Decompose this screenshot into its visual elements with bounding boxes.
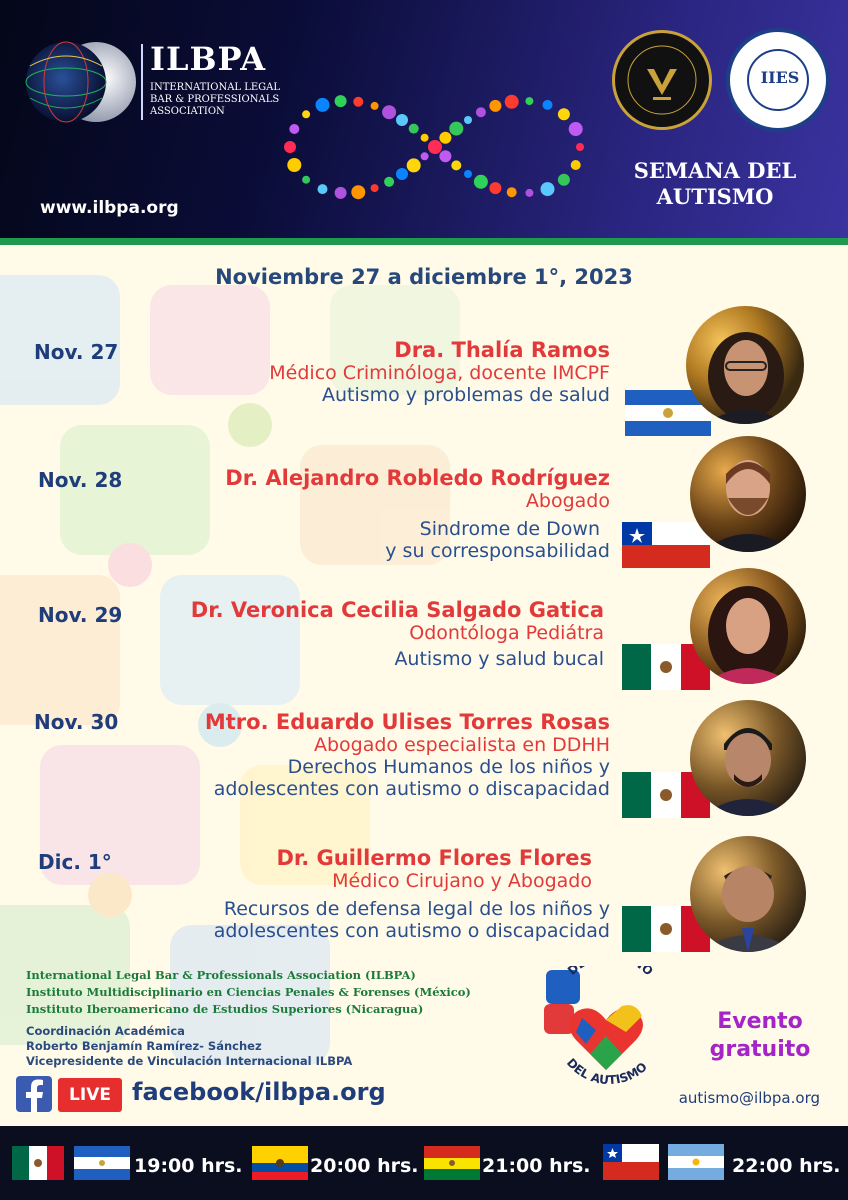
chile-flag — [622, 522, 710, 568]
session-topic: Autismo y problemas de salud — [321, 384, 610, 406]
infinity-dot — [449, 122, 463, 136]
infinity-dot — [541, 182, 555, 196]
session-topic: Derechos Humanos de los niños y — [287, 756, 610, 778]
org-title: ILBPA — [150, 40, 267, 78]
session-block — [50, 466, 610, 562]
person-icon — [690, 568, 806, 684]
infinity-dot — [525, 97, 533, 105]
argentina-flag — [668, 1144, 724, 1180]
session-topic: adolescentes con autismo o discapacidad — [213, 920, 610, 942]
session-date: Nov. 28 — [38, 468, 123, 492]
infinity-dot — [474, 175, 488, 189]
session-topic-block — [30, 898, 610, 942]
infinity-dot — [576, 143, 584, 151]
coordination-line: Coordinación Académica — [26, 1024, 185, 1038]
institution-line: Instituto Multidisciplinario en Ciencias Penales & Forenses (México) — [26, 985, 471, 999]
speaker-role: Médico Criminóloga, docente IMCPF — [269, 362, 610, 384]
coordination-line: Roberto Benjamín Ramírez- Sánchez — [26, 1039, 262, 1053]
live-badge[interactable]: LIVE — [58, 1078, 122, 1112]
chile-flag — [603, 1144, 659, 1180]
infinity-dot — [335, 95, 347, 107]
facebook-link[interactable]: facebook/ilbpa.org — [132, 1078, 386, 1106]
infinity-dot — [543, 100, 553, 110]
speaker-role: Médico Cirujano y Abogado — [332, 870, 592, 892]
person-icon — [690, 436, 806, 552]
infinity-dot — [505, 95, 519, 109]
infinity-dot — [558, 174, 570, 186]
infinity-dot — [284, 141, 296, 153]
iies-seal — [726, 28, 830, 132]
event-title: SEMANA DEL AUTISMO — [633, 158, 797, 209]
infinity-dot — [507, 187, 517, 197]
session-topic: Autismo y salud bucal — [394, 648, 604, 670]
speaker-role: Odontóloga Pediátra — [409, 622, 604, 644]
speaker-photo — [690, 836, 806, 952]
header-divider — [0, 238, 848, 245]
infinity-dot — [318, 184, 328, 194]
session-date: Dic. 1° — [38, 850, 112, 874]
session-date: Nov. 27 — [34, 340, 119, 364]
contact-email[interactable]: autismo@ilbpa.org — [678, 1089, 820, 1107]
facebook-icon[interactable] — [16, 1076, 52, 1112]
speaker-name: Mtro. Eduardo Ulises Torres Rosas — [204, 710, 610, 734]
session-block — [32, 846, 592, 892]
session-date: Nov. 29 — [38, 603, 123, 627]
speaker-name: Dra. Thalía Ramos — [394, 338, 610, 362]
infinity-dot — [569, 122, 583, 136]
infinity-dot — [384, 177, 394, 187]
speaker-name: Dr. Guillermo Flores Flores — [276, 846, 592, 870]
session-topic: Sindrome de Down — [419, 518, 600, 540]
speaker-photo — [690, 436, 806, 552]
iies-seal-abbr: IIES — [760, 68, 800, 87]
infinity-dot — [571, 160, 581, 170]
bolivia-flag — [424, 1146, 480, 1180]
time-label: 22:00 hrs. — [732, 1155, 841, 1177]
infinity-dot — [464, 116, 472, 124]
mexico-flag — [12, 1146, 64, 1180]
infinity-dot — [489, 182, 501, 194]
infinity-dots-graphic — [270, 85, 600, 215]
speaker-photo — [686, 306, 804, 424]
infinity-dot — [430, 142, 440, 152]
imcpf-seal — [612, 30, 712, 130]
logo-text-top: D O — [564, 966, 656, 979]
institution-line: Instituto Iberoamericano de Estudios Superiores (Nicaragua) — [26, 1002, 424, 1016]
speaker-name: Dr. Veronica Cecilia Salgado Gatica — [190, 598, 604, 622]
infinity-dot — [302, 110, 310, 118]
infinity-dot — [409, 124, 419, 134]
website-link[interactable]: www.ilbpa.org — [40, 198, 179, 218]
speaker-name: Dr. Alejandro Robledo Rodríguez — [225, 466, 610, 490]
logo-divider — [141, 44, 143, 120]
ecuador-flag — [252, 1146, 308, 1180]
org-subtitle: INTERNATIONAL LEGAL BAR & PROFESSIONALS ASSOCIATION — [150, 82, 281, 117]
puzzle-heart-icon — [540, 966, 672, 1084]
infinity-dot — [353, 97, 363, 107]
speaker-role: Abogado — [525, 490, 610, 512]
session-block — [44, 598, 604, 670]
session-date: Nov. 30 — [34, 710, 119, 734]
speaker-photo — [690, 568, 806, 684]
globe-logo-icon — [18, 36, 138, 128]
infinity-dot — [407, 158, 421, 172]
infinity-dot — [525, 189, 533, 197]
infinity-dot — [421, 152, 429, 160]
infinity-dot — [558, 108, 570, 120]
infinity-dot — [351, 185, 365, 199]
speaker-photo — [690, 700, 806, 816]
nicaragua-flag — [74, 1146, 130, 1180]
de-la-mano-logo — [540, 966, 672, 1084]
logo-text-bottom: DEL AUTISMO — [563, 1055, 650, 1084]
infinity-dot — [302, 176, 310, 184]
infinity-dot — [289, 124, 299, 134]
person-icon — [690, 700, 806, 816]
date-range: Noviembre 27 a diciembre 1°, 2023 — [215, 265, 633, 289]
infinity-dot — [476, 107, 486, 117]
header-banner — [0, 0, 848, 240]
infinity-dot — [396, 168, 408, 180]
infinity-dot — [421, 134, 429, 142]
infinity-dot — [464, 170, 472, 178]
infinity-dot — [451, 160, 461, 170]
session-block — [90, 338, 610, 406]
infinity-dot — [335, 187, 347, 199]
time-label: 20:00 hrs. — [310, 1155, 419, 1177]
person-icon — [690, 836, 806, 952]
coordination-line: Vicepresidente de Vinculación Internacional ILBPA — [26, 1054, 353, 1068]
infinity-dot — [371, 102, 379, 110]
time-label: 21:00 hrs. — [482, 1155, 591, 1177]
session-topic: adolescentes con autismo o discapacidad — [213, 778, 610, 800]
infinity-dot — [316, 98, 330, 112]
session-block — [40, 710, 610, 800]
infinity-dot — [371, 184, 379, 192]
infinity-dot — [489, 100, 501, 112]
session-topic: y su corresponsabilidad — [385, 540, 610, 562]
session-topic: Recursos de defensa legal de los niños y — [223, 898, 610, 920]
infinity-dot — [287, 158, 301, 172]
imcpf-seal-icon — [615, 33, 709, 127]
infinity-dot — [396, 114, 408, 126]
person-icon — [686, 306, 804, 424]
time-label: 19:00 hrs. — [134, 1155, 243, 1177]
infinity-dot — [382, 105, 396, 119]
infinity-dot — [439, 150, 451, 162]
institution-line: International Legal Bar & Professionals Association (ILBPA) — [26, 968, 416, 982]
speaker-role: Abogado especialista en DDHH — [313, 734, 610, 756]
free-event-label: Evento gratuito — [709, 1009, 811, 1062]
infinity-dot — [439, 132, 451, 144]
